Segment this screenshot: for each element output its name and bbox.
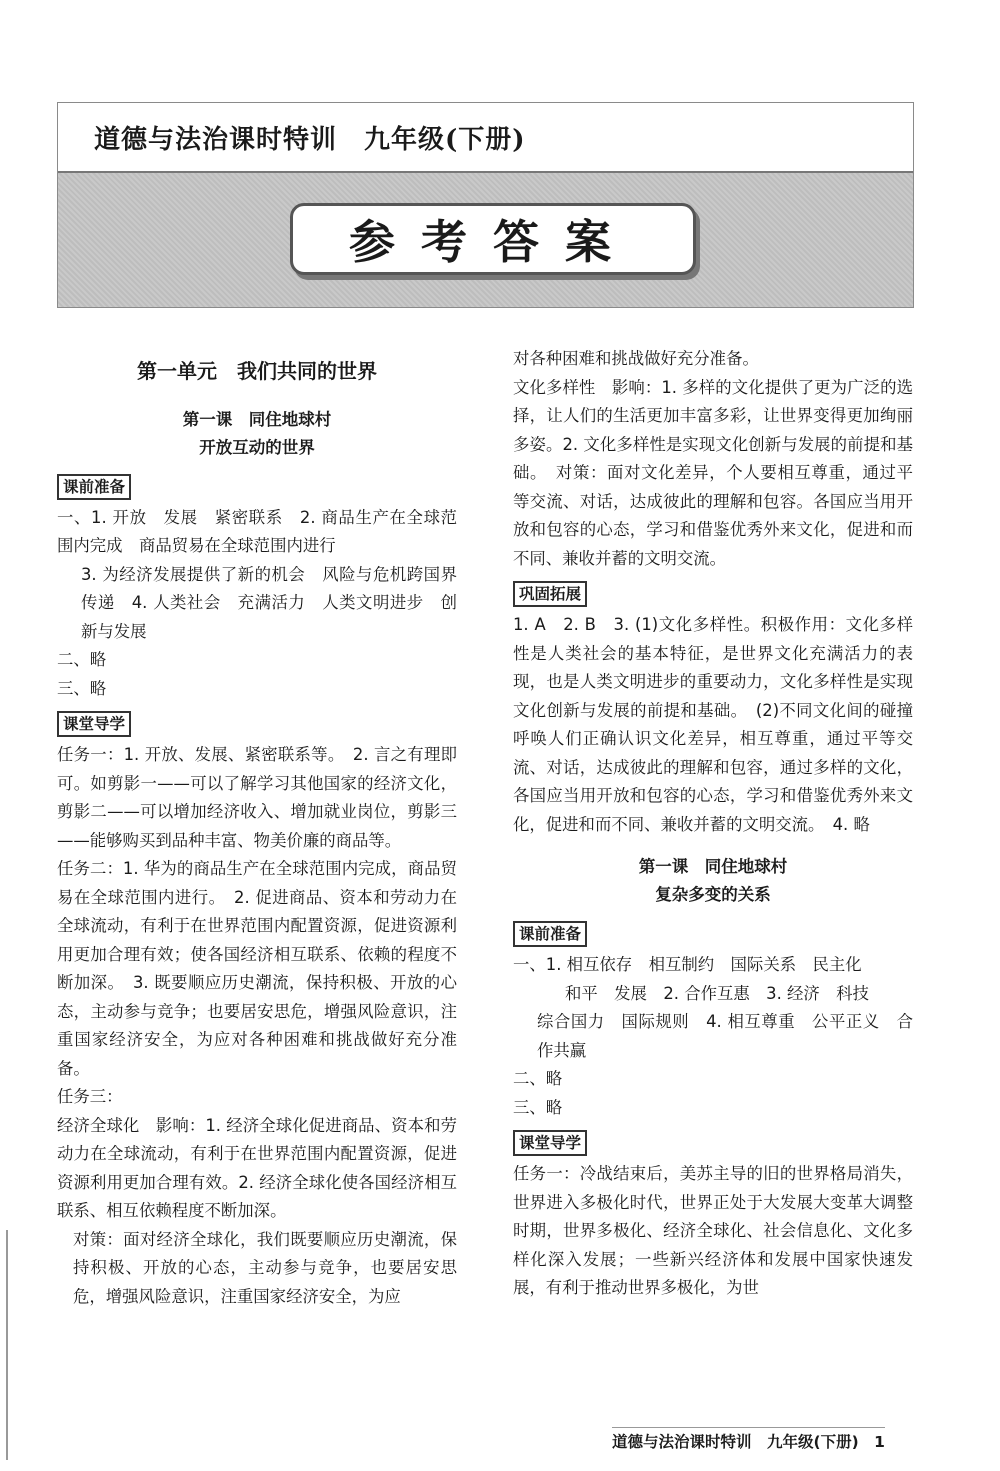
margin-line [6, 1230, 8, 1460]
guide-item: 经济全球化 影响：1. 经济全球化促进商品、资本和劳动力在全球流动，有利于在世界范围内配置资源，促进资源利用更加合理有效。2. 经济全球化使各国经济相互联系、相互依赖程度不断加深。 [57, 1115, 457, 1220]
tag-preparation: 课前准备 [57, 474, 131, 500]
continued-text: 对各种困难和挑战做好充分准备。 [513, 349, 759, 368]
culture-text: 文化多样性 影响：1. 多样的文化提供了更为广泛的选择，让人们的生活更加丰富多彩，让世界变得更加绚丽多姿。2. 文化多样性是实现文化创新与发展的前提和基础。 对策：面对文化差异，个人要相互尊重，通过平等交流、对话，达成彼此的理解和包容。各国应当用开放和包容的心态，学习和借鉴优秀外来文化，促进和而不同、兼收并蓄的文明交流。 [513, 377, 913, 568]
tag-class-guide-2: 课堂导学 [513, 1130, 587, 1156]
consolidate-text: 1. A 2. B 3. (1)文化多样性。积极作用：文化多样性是人类社会的基本特征，是世界文化充满活力的表现，也是人类文明进步的重要动力，文化多样性是实现文化创新与发展的前提和基础。 (2)不同文化间的碰撞呼唤人们正确认识文化差异，相互尊重，通过平等交流、对话，达成彼此的理解和包容，通过多样的文化，各国应当用开放和包容的心态，学习和借鉴优秀外来文化，促进和而不同、兼收并蓄的文明交流。 4. 略 [513, 615, 913, 834]
title-banner [57, 102, 914, 308]
tag-class-guide: 课堂导学 [57, 711, 131, 737]
book-title: 道德与法治课时特训 九年级(下册) [58, 103, 913, 173]
banner-pattern [58, 173, 913, 308]
guide-text: 任务一：冷战结束后，美苏主导的旧的世界格局消失，世界进入多极化时代，世界正处于大发展大变革大调整时期，世界多极化、经济全球化、社会信息化、文化多样化深入发展；一些新兴经济体和发展中国家快速发展，有利于推动世界多极化，为世 [513, 1164, 913, 1297]
prep-item: 3. 为经济发展提供了新的机会 风险与危机跨国界传递 4. 人类社会 充满活力 人类文明进步 创新与发展 [81, 564, 457, 641]
section-title-2: 复杂多变的关系 [655, 885, 771, 904]
tag-consolidate: 巩固拓展 [513, 581, 587, 607]
prep-item: 综合国力 国际规则 4. 相互尊重 公平正义 合作共赢 [537, 1012, 913, 1060]
prep-item: 二、略 [513, 1069, 563, 1088]
answer-heading: 参考答案 [290, 203, 696, 275]
page-footer: 道德与法治课时特训 九年级(下册) 1 [612, 1427, 885, 1452]
prep-item: 三、略 [513, 1097, 563, 1117]
guide-item: 任务三： [57, 1087, 123, 1106]
prep-item: 三、略 [57, 678, 107, 698]
prep-item: 一、1. 开放 发展 紧密联系 2. 商品生产在全球范围内完成 商品贸易在全球范围内进行 [57, 507, 457, 555]
lesson-title: 第一课 同住地球村 [182, 409, 332, 429]
prep-item: 二、略 [57, 650, 107, 669]
right-column [513, 345, 913, 1303]
guide-item: 任务一：1. 开放、发展、紧密联系等。 2. 言之有理即可。如剪影一——可以了解学习其他国家的经济文化，剪影二——可以增加经济收入、增加就业岗位，剪影三——能够购买到品种丰富、物美价廉的商品等。 [57, 745, 457, 850]
guide-item: 对策：面对经济全球化，我们既要顺应历史潮流，保持积极、开放的心态，主动参与竞争，也要居安思危，增强风险意识，注重国家经济安全，为应 [73, 1229, 457, 1306]
unit-title: 第一单元 我们共同的世界 [137, 359, 377, 383]
section-title: 开放互动的世界 [199, 437, 315, 457]
tag-preparation-2: 课前准备 [513, 921, 587, 947]
prep-item: 一、1. 相互依存 相互制约 国际关系 民主化 [513, 955, 862, 974]
left-column [57, 345, 457, 1311]
guide-item: 任务二：1. 华为的商品生产在全球范围内完成，商品贸易在全球范围内进行。 2. 促进商品、资本和劳动力在全球流动，有利于在世界范围内配置资源，促进资源利用更加合理有效；使各国经济相互联系、依赖的程度不断加深。 3. 既要顺应历史潮流，保持积极、开放的心态，主动参与竞争；也要居安思危，增强风险意识，注重国家经济安全，为应对各种困难和挑战做好充分准备。 [57, 859, 457, 1078]
prep-item: 和平 发展 2. 合作互惠 3. 经济 科技 [565, 983, 869, 1003]
lesson-title-2: 第一课 同住地球村 [638, 857, 788, 876]
